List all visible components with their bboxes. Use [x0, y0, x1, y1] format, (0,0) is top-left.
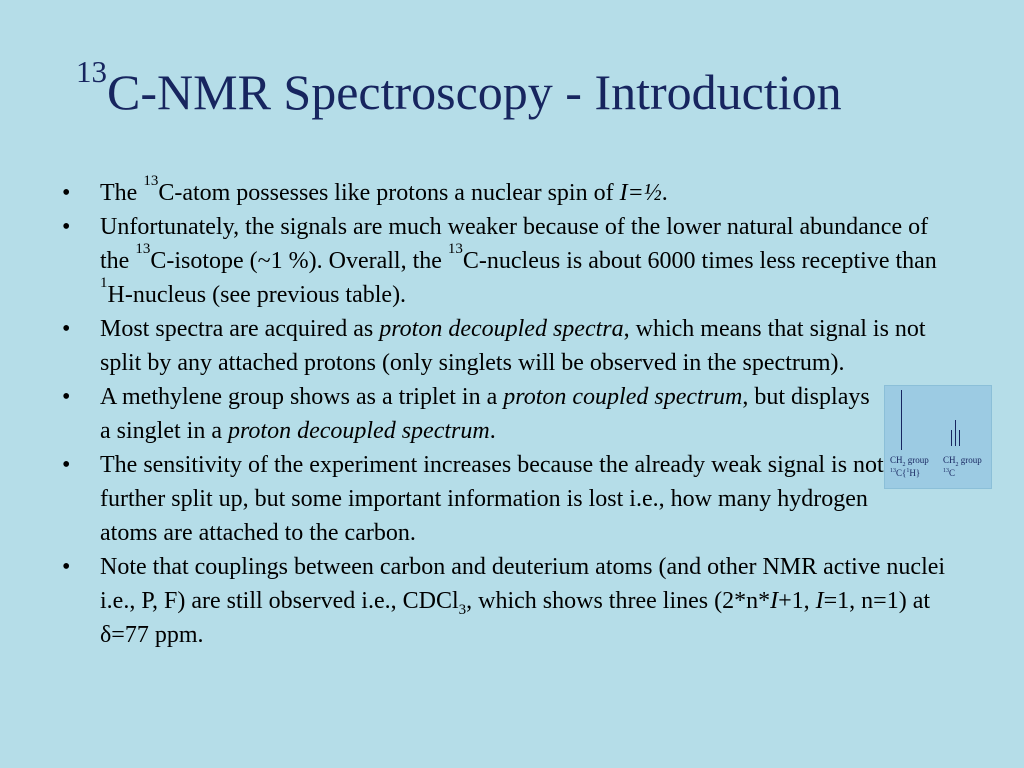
triplet-peak-right — [959, 430, 960, 446]
bullet-sensitivity — [56, 448, 890, 550]
bullet-text: =1, n=1) at δ=77 ppm. — [100, 588, 931, 648]
spin-value: I=½ — [619, 180, 662, 206]
bullet-text: The — [100, 180, 144, 206]
bullet-list — [56, 173, 956, 652]
bullet-text: . — [489, 418, 496, 444]
isotope-superscript: 1 — [100, 275, 108, 291]
bullet-spin — [56, 173, 956, 210]
singlet-peak — [901, 390, 902, 450]
coupled-label: $CH_2$ group $^{13}$C — [943, 455, 982, 478]
triplet-peak-left — [951, 430, 952, 446]
bullet-text: +1, — [778, 588, 816, 614]
bullet-text: Most spectra are acquired as — [100, 316, 380, 342]
isotope-superscript: 13 — [143, 173, 159, 189]
bullet-methylene — [56, 380, 870, 448]
bullet-text: C-nucleus is about 6000 times less receptive than — [462, 248, 937, 274]
bullet-text: C-isotope (~1 %). Overall, the — [150, 248, 448, 274]
bullet-text: , which means that signal is not split by any attached protons (only singlets will be observed in the spectrum). — [100, 316, 926, 376]
slide-title — [76, 54, 842, 122]
isotope-superscript: 13 — [135, 241, 151, 257]
subscript: 3 — [458, 601, 467, 618]
bullet-text: Unfortunately, the signals are much weaker because of the lower natural abundance of the — [100, 214, 929, 274]
bullet-text: , but displays a singlet in a — [100, 384, 870, 444]
bullet-text: Note that couplings between carbon and deuterium atoms (and other NMR active nuclei i.e., P, F) are still observed i.e., CDCl — [100, 554, 946, 614]
decoupled-label: $CH_2$ group $^{13}$C{$^1$H} — [890, 455, 929, 478]
bullet-text: H-nucleus (see previous table). — [107, 282, 407, 308]
triplet-peak-center — [955, 420, 956, 446]
bullet-text: , which shows three lines (2*n* — [466, 588, 771, 614]
italic-term: I — [770, 588, 779, 614]
title-superscript: 13 — [76, 54, 107, 89]
bullet-decoupled — [56, 312, 956, 380]
bullet-deuterium — [56, 550, 956, 652]
italic-term: proton coupled spectrum — [503, 384, 743, 410]
italic-term: proton decoupled spectrum — [227, 418, 490, 444]
bullet-text: The sensitivity of the experiment increases because the already weak signal is not further split up, but some important information is lost i.e., how many hydrogen atoms are attached to the carbon. — [100, 452, 884, 546]
title-text: C-NMR Spectroscopy - Introduction — [107, 64, 842, 120]
italic-term: I — [815, 588, 824, 614]
bullet-abundance — [56, 210, 956, 312]
bullet-text: C-atom possesses like protons a nuclear spin of — [158, 180, 620, 206]
isotope-superscript: 13 — [447, 241, 463, 257]
spectrum-figure — [884, 385, 992, 489]
bullet-text: . — [661, 180, 668, 206]
italic-term: proton decoupled spectra — [379, 316, 624, 342]
bullet-text: A methylene group shows as a triplet in a — [100, 384, 504, 410]
